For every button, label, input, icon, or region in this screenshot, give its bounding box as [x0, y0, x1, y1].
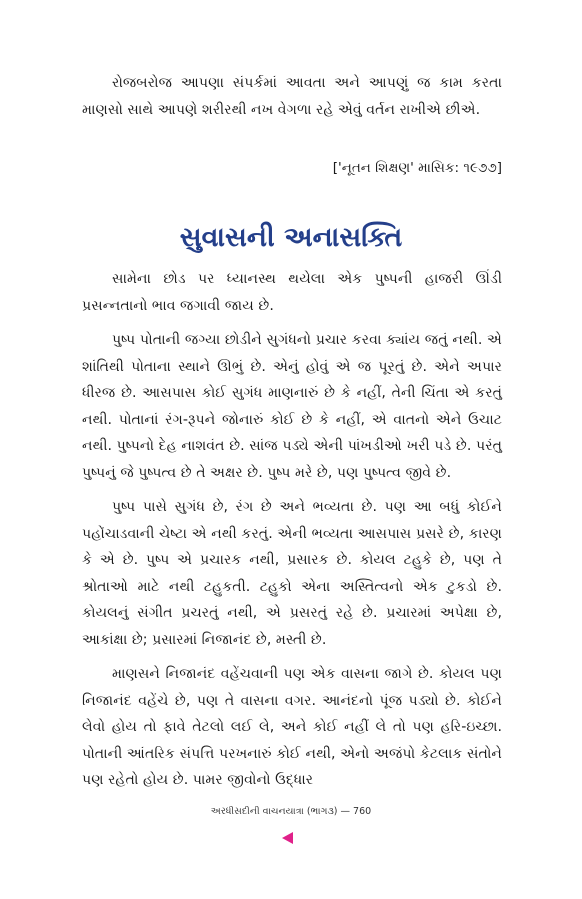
page-footer: અરધીસદીની વાચનયાત્રા (ભાગ૩) — 760 [210, 806, 372, 817]
article-body [82, 266, 502, 802]
body-paragraph-4: માણસને નિજાનંદ વહેંચવાની પણ એક વાસના જાગે છે. કોયલ પણ નિજાનંદ વહેંચે છે, પણ તે વાસના વગર. આનંદનો પૂંજ પડ્યો છે. કોઈને લેવો હોય તો ફાવે તેટલો લઈ લે, અને કોઈ નહીં લે તો પણ હરિ-ઇચ્છા. પોતાની આંતરિક સંપત્તિ પરખનારું કોઈ નથી, એનો અજંપો કેટલાક સંતોને પણ રહેતો હોય છે. પામર જીવોનો ઉદ્ધાર [82, 666, 502, 788]
previous-page-icon[interactable] [282, 832, 293, 844]
intro-section [82, 70, 502, 131]
body-paragraph-3: પુષ્પ પાસે સુગંધ છે, રંગ છે અને ભવ્યતા છે. પણ આ બધું કોઈને પહોંચાડવાની ચેષ્ટા એ નથી કરતું. એની ભવ્યતા આસપાસ પ્રસરે છે, કારણ કે એ છે. પુષ્પ એ પ્રચારક નથી, પ્રસારક છે. કોયલ ટહુકે છે, પણ તે શ્રોતાઓ માટે નથી ટહુકતી. ટહુકો એના અસ્તિત્વનો એક ટુકડો છે. કોયલનું સંગીત પ્રચરતું નથી, એ પ્રસરતું રહે છે. પ્રચારમાં અપેક્ષા છે, આકાંક્ષા છે; પ્રસારમાં નિજાનંદ છે, મસ્તી છે. [82, 499, 502, 648]
body-paragraph-2: પુષ્પ પોતાની જગ્યા છોડીને સુગંધનો પ્રચાર કરવા ક્યાંય જતું નથી. એ શાંતિથી પોતાના સ્થાને ઊભું છે. એનું હોવું એ જ પૂરતું છે. એને અપાર ધીરજ છે. આસપાસ કોઈ સુગંધ માણનારું છે કે નહીં, તેની ચિંતા એ કરતું નથી. પોતાનાં રંગ-રૂપને જોનારું કોઈ છે કે નહીં, એ વાતનો એને ઉચાટ નથી. પુષ્પનો દેહ નાશવંત છે. સાંજ પડ્યે એની પાંખડીઓ ખરી પડે છે. પરંતુ પુષ્પનું જે પુષ્પત્વ છે તે અક્ષર છે. પુષ્પ મરે છે, પણ પુષ્પત્વ જીવે છે. [82, 332, 502, 481]
body-paragraph-1: સામેના છોડ પર ધ્યાનસ્થ થયેલા એક પુષ્પની હાજરી ઊંડી પ્રસન્નતાનો ભાવ જગાવી જાય છે. [82, 271, 502, 314]
intro-paragraph: રોજબરોજ આપણા સંપર્કમાં આવતા અને આપણું જ કામ કરતા માણસો સાથે આપણે શરીરથી નખ વેગળા રહે એવું વર્તન રાખીએ છીએ. [82, 75, 502, 118]
source-citation: ['નૂતન શિક્ષણ' માસિક: ૧૯૭૭] [332, 160, 502, 176]
article-title: સુવાસની અનાસક્તિ [179, 222, 403, 253]
